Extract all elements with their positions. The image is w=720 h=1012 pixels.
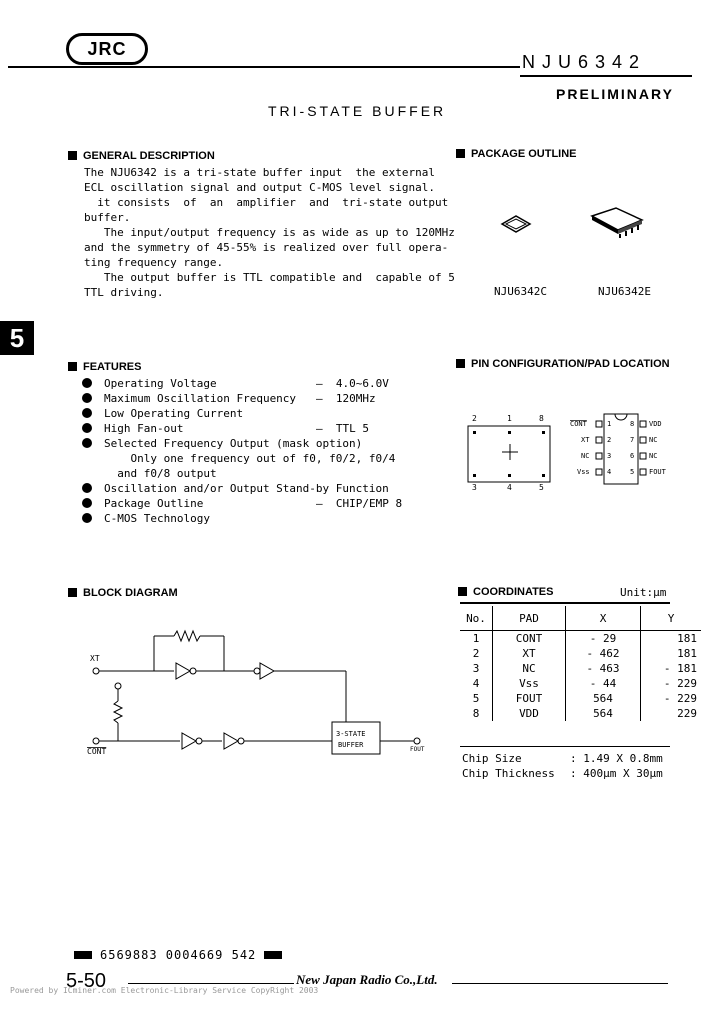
cell-y: 181 (641, 631, 702, 647)
general-description-text (84, 165, 455, 300)
xt-label: XT (90, 654, 100, 663)
pin-name: VDD (649, 420, 662, 428)
chip-thickness-value: : 400µm X 30µm (570, 767, 663, 780)
description-line: ECL oscillation signal and output C-MOS level signal. (84, 181, 435, 194)
bullet-icon (78, 376, 104, 391)
cell-pad: CONT (493, 631, 566, 647)
feature-item (78, 466, 402, 481)
cell-x: - 462 (566, 646, 641, 661)
feature-item (78, 511, 402, 526)
feature-label: Selected Frequency Output (mask option) (104, 437, 363, 450)
col-y: Y (641, 606, 702, 631)
feedback-resistor (174, 631, 200, 641)
feature-label: High Fan-out (104, 422, 184, 435)
fout-label: FOUT (410, 746, 425, 753)
pad-label: 3 (472, 483, 477, 490)
pin-name: NC (649, 452, 658, 460)
cont-label: CONT (87, 747, 107, 756)
pin-name: XT (581, 436, 590, 444)
buffer-label-1: 3-STATE (336, 730, 366, 738)
description-line: it consists of an amplifier and tri-state output (84, 196, 449, 209)
pin-num: 5 (630, 468, 635, 476)
description-line: and the symmetry of 45-55% is realized over full opera- (84, 241, 449, 254)
features-list (78, 376, 402, 526)
pin-num: 3 (607, 452, 612, 460)
description-line: The output buffer is TTL compatible and capable of 5 (84, 271, 455, 284)
feature-label: Package Outline (104, 497, 204, 510)
tri-state-buffer-box (332, 722, 380, 754)
pin-num: 6 (630, 452, 635, 460)
pin-num: 8 (630, 420, 635, 428)
feature-label: Low Operating Current (104, 407, 244, 420)
coordinates-table (460, 606, 701, 721)
inverter-1 (176, 663, 190, 679)
cell-x: - 29 (566, 631, 641, 647)
bullet-icon (78, 421, 104, 436)
coordinates-heading: COORDINATES (458, 586, 553, 598)
cell-pad: VDD (493, 706, 566, 721)
pad-label: 1 (507, 414, 512, 423)
features-heading: FEATURES (68, 361, 141, 373)
table-row (460, 661, 701, 676)
pin-name: FOUT (649, 468, 666, 476)
feature-item (78, 451, 402, 466)
barcode-text: 6569883 0004669 542 (100, 948, 257, 962)
feature-item (78, 421, 402, 436)
cell-no: 2 (472, 647, 480, 660)
cell-pad: Vss (493, 676, 566, 691)
bullet-icon (78, 436, 104, 451)
feature-label: Oscillation and/or Output Stand-by Function (104, 482, 389, 495)
section-tab: 5 (0, 321, 34, 355)
page-number: 5-50 (66, 970, 107, 992)
table-row (460, 691, 701, 706)
description-line: buffer. (84, 211, 131, 224)
pin-num: 4 (607, 468, 612, 476)
footer-rule-left (128, 983, 294, 984)
package-outline-drawing (496, 206, 676, 246)
cell-y: 229 (641, 706, 702, 721)
cell-pad: XT (493, 646, 566, 661)
cell-no: 5 (472, 692, 480, 705)
cell-no: 3 (472, 662, 480, 675)
description-line: TTL driving. (84, 286, 164, 299)
bullet-icon (78, 466, 104, 481)
chip-outline (468, 426, 550, 482)
pin-name: NC (649, 436, 658, 444)
xt-terminal (93, 668, 99, 674)
cell-no: 1 (472, 632, 480, 645)
chip-size-label: Chip Size (462, 752, 522, 765)
page-title: TRI-STATE BUFFER (268, 103, 447, 119)
chip-thickness-label: Chip Thickness (462, 767, 555, 780)
feature-value: — 4.0~6.0V (316, 377, 389, 390)
package-label-chip: NJU6342C (494, 285, 547, 298)
pad-label: 5 (539, 483, 544, 490)
bullet-icon (78, 481, 104, 496)
feature-item (78, 376, 402, 391)
block-diagram (84, 626, 444, 766)
pin-name: Vss (577, 468, 590, 476)
description-line: ting frequency range. (84, 256, 224, 269)
table-row (460, 646, 701, 661)
coordinates-rule (460, 602, 670, 604)
bullet-icon (78, 451, 104, 466)
cont-terminal (93, 738, 99, 744)
cell-no: 8 (472, 707, 480, 720)
header-rule-right (520, 75, 692, 77)
buffer-amp (260, 663, 274, 679)
feature-label: Only one frequency out of f0, f0/2, f0/4 (104, 452, 396, 465)
pin-num: 2 (607, 436, 612, 444)
pad-label: 2 (472, 414, 477, 423)
feature-label: and f0/8 output (104, 467, 217, 480)
feature-item (78, 436, 402, 451)
cell-x: 564 (566, 691, 641, 706)
inverter-3 (224, 733, 238, 749)
buffer-label-2: BUFFER (338, 741, 364, 749)
col-x: X (566, 606, 641, 631)
cell-y: - 229 (641, 676, 702, 691)
cell-no: 4 (472, 677, 480, 690)
emp8-package-icon (592, 208, 642, 238)
pin-name: NC (581, 452, 590, 460)
feature-item (78, 496, 402, 511)
inverter-2 (182, 733, 196, 749)
pin-configuration-drawing (460, 412, 680, 490)
feature-value: — 120MHz (316, 392, 376, 405)
cell-x: - 44 (566, 676, 641, 691)
general-description-heading: GENERAL DESCRIPTION (68, 150, 215, 162)
feature-label: Operating Voltage (104, 377, 217, 390)
dip8-package (570, 414, 667, 484)
bullet-icon (78, 496, 104, 511)
watermark-text: Powered by ICminer.com Electronic-Library Service CopyRight 2003 (10, 986, 319, 995)
description-line: The input/output frequency is as wide as up to 120MHz (84, 226, 455, 239)
table-row (460, 676, 701, 691)
bullet-icon (78, 511, 104, 526)
block-diagram-heading: BLOCK DIAGRAM (68, 587, 178, 599)
header-rule (8, 66, 520, 68)
feature-item (78, 481, 402, 496)
description-line: The NJU6342 is a tri-state buffer input the external (84, 166, 435, 179)
company-name: New Japan Radio Co.,Ltd. (296, 972, 438, 987)
chip-package-icon (502, 216, 530, 232)
footer-rule-right (452, 983, 668, 984)
pad-label: 8 (539, 414, 544, 423)
pin-configuration-heading: PIN CONFIGURATION/PAD LOCATION (456, 358, 670, 370)
feature-value: — TTL 5 (316, 422, 369, 435)
pad-label: 4 (507, 483, 512, 490)
col-no: No. (460, 606, 493, 631)
chip-size-value: : 1.49 X 0.8mm (570, 752, 663, 765)
package-outline-heading: PACKAGE OUTLINE (456, 148, 577, 160)
pin-name: CONT (570, 420, 587, 428)
package-label-emp: NJU6342E (598, 285, 651, 298)
feature-label: C-MOS Technology (104, 512, 210, 525)
cell-y: 181 (641, 646, 702, 661)
bullet-icon (78, 391, 104, 406)
pin-num: 7 (630, 436, 635, 444)
cell-y: - 181 (641, 661, 702, 676)
cell-y: - 229 (641, 691, 702, 706)
part-number: NJU6342 (522, 52, 647, 72)
pullup-terminal (115, 683, 121, 689)
barcode-line (66, 948, 290, 962)
feature-value: — CHIP/EMP 8 (316, 497, 403, 510)
pullup-resistor (114, 701, 122, 723)
fout-terminal (414, 738, 420, 744)
preliminary-label: PRELIMINARY (556, 86, 674, 102)
bullet-icon (78, 406, 104, 421)
feature-item (78, 391, 402, 406)
table-row (460, 631, 701, 647)
coordinates-unit: Unit:µm (620, 586, 667, 599)
col-pad: PAD (493, 606, 566, 631)
cell-pad: FOUT (493, 691, 566, 706)
cell-x: - 463 (566, 661, 641, 676)
pin-num: 1 (607, 420, 612, 428)
cell-pad: NC (493, 661, 566, 676)
jrc-logo: JRC (66, 33, 148, 65)
feature-item (78, 406, 402, 421)
feature-label: Maximum Oscillation Frequency (104, 392, 297, 405)
table-row (460, 706, 701, 721)
cell-x: 564 (566, 706, 641, 721)
